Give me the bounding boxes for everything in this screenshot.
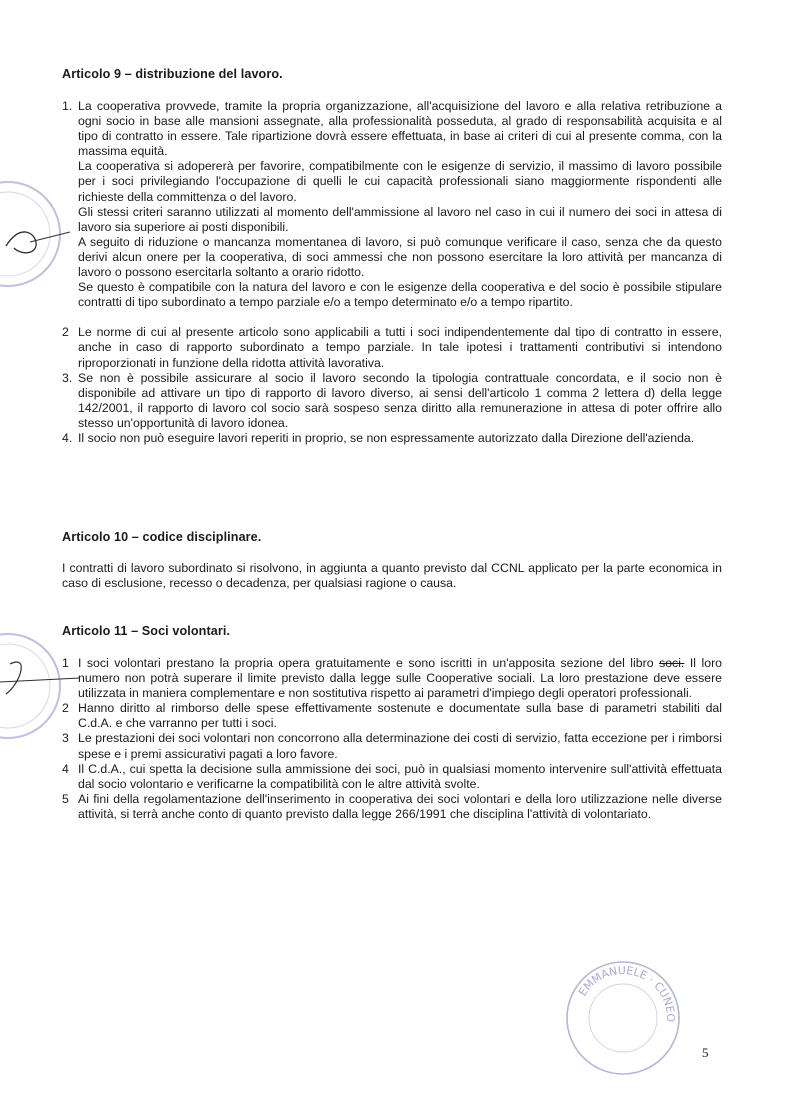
item-number: 1. bbox=[62, 99, 73, 113]
article-11-item-3 bbox=[62, 731, 722, 761]
paragraph: Le prestazioni dei soci volontari non concorrono alla determinazione dei costi di servizio, fatta eccezione per i rimborsi spese e i premi assicurativi pagati a loro favore. bbox=[78, 731, 722, 761]
paragraph: Se questo è compatibile con la natura del lavoro e con le esigenze della cooperativa e del socio è possibile stipulare contratti di tipo subordinato a tempo parziale e/o a tempo determinato e/o a tempo ripartito. bbox=[78, 280, 722, 310]
stamp-circle-icon bbox=[563, 958, 683, 1078]
article-9-item-1 bbox=[62, 99, 722, 310]
article-9-title: Articolo 9 – distribuzione del lavoro. bbox=[62, 67, 283, 81]
text-after: Il loro numero non potrà superare il limite previsto dalla legge sulle Cooperative sociali. La loro prestazione deve essere utilizzata in maniera complementare e non sostitutiva rispetto ai parametri d'impiego degli operatori professionali. bbox=[78, 656, 723, 701]
article-9-item-3 bbox=[62, 371, 722, 431]
paragraph: Se non è possibile assicurare al socio il lavoro secondo la tipologia contrattuale concordata, e il socio non è disponibile ad attivare un tipo di rapporto di lavoro diverso, ai sensi dell'articolo 1 comma 2 lettera d) della legge 142/2001, il rapporto di lavoro col socio sarà sospeso senza diritto alla remunerazione in attesa di poter offrire allo stesso un'opportunità di lavoro idonea. bbox=[78, 370, 722, 430]
stamp-seal-icon bbox=[0, 172, 70, 302]
article-11-item-1 bbox=[62, 656, 722, 701]
item-number: 4. bbox=[62, 430, 73, 445]
article-11-title: Articolo 11 – Soci volontari. bbox=[62, 624, 231, 638]
company-stamp bbox=[563, 958, 683, 1078]
stamp-seal-icon bbox=[0, 624, 85, 754]
text-before: I soci volontari prestano la propria opera gratuitamente e sono iscritti in un'apposita sezione del libro bbox=[78, 656, 654, 670]
item-number: 1 bbox=[62, 656, 69, 670]
paragraph: Le norme di cui al presente articolo sono applicabili a tutti i soci indipendentemente dal tipo di contratto in essere, anche in caso di rapporto subordinato a tempo parziale. In tale ipotesi i trattamenti contributivi si intendono riproporzionati in funzione della ridotta attività lavorativa. bbox=[78, 325, 722, 370]
paragraph: Hanno diritto al rimborso delle spese effettivamente sostenute e documentate sulla base di parametri stabiliti dal C.d.A. e che varranno per tutti i soci. bbox=[78, 701, 722, 731]
paragraph: Il C.d.A., cui spetta la decisione sulla ammissione dei soci, può in qualsiasi momento intervenire sull'attività effettuata dal socio volontario e verificarne la compatibilità con le altre attività svolte. bbox=[78, 761, 722, 791]
struck-text: soci. bbox=[659, 656, 685, 670]
article-10-title: Articolo 10 – codice disciplinare. bbox=[62, 530, 262, 544]
paragraph: La cooperativa si adopererà per favorire, compatibilmente con le esigenze di servizio, il massimo di lavoro possibile per i soci privilegiando l'occupazione di quelli le cui capacità professionali siano maggiormente rispondenti alle richieste della committenza o del lavoro. bbox=[78, 159, 722, 204]
stamp-text: EMMANUELE · CUNEO bbox=[575, 963, 678, 1023]
paragraph: Il socio non può eseguire lavori reperiti in proprio, se non espressamente autorizzato dalla Direzione dell'azienda. bbox=[78, 430, 695, 445]
item-number: 2 bbox=[62, 701, 69, 716]
article-9-list bbox=[62, 99, 722, 446]
paragraph: Ai fini della regolamentazione dell'inserimento in cooperativa dei soci volontari e della loro utilizzazione nelle diverse attività, si terrà anche conto di quanto previsto dalla legge 266/1991 che disciplina l'attività di volontariato. bbox=[78, 791, 722, 821]
item-number: 5 bbox=[62, 791, 69, 806]
item-number: 2 bbox=[62, 325, 69, 340]
item-number: 3 bbox=[62, 731, 69, 746]
article-11-list bbox=[62, 656, 722, 822]
article-9-item-4 bbox=[62, 431, 722, 446]
page-number: 5 bbox=[702, 1045, 709, 1060]
margin-stamp-bottom bbox=[0, 624, 85, 754]
article-11-item-5 bbox=[62, 792, 722, 822]
item-number: 4 bbox=[62, 761, 69, 776]
paragraph: A seguito di riduzione o mancanza momentanea di lavoro, si può comunque verificare il caso, senza che da questo derivi alcun onere per la cooperativa, di soci ammessi che non possono esercitare la loro attività per mancanza di lavoro o possono esercitarla soltanto a orario ridotto. bbox=[78, 234, 722, 280]
article-11-item-2 bbox=[62, 701, 722, 731]
item-number: 3. bbox=[62, 370, 73, 385]
paragraph: Gli stessi criteri saranno utilizzati al momento dell'ammissione al lavoro nel caso in cui il numero dei soci in attesa di lavoro sia superiore ai posti disponibili. bbox=[78, 204, 722, 234]
paragraph bbox=[78, 656, 722, 701]
article-10-text: I contratti di lavoro subordinato si risolvono, in aggiunta a quanto previsto dal CCNL applicato per la parte economica in caso di esclusione, recesso o decadenza, per qualsiasi ragione o causa. bbox=[62, 561, 722, 591]
paragraph: La cooperativa provvede, tramite la propria organizzazione, all'acquisizione del lavoro e alla relativa retribuzione a ogni socio in base alle mansioni assegnate, alla professionalità posseduta, al grado di responsabilità acquisita e al tipo di contratto in essere. Tale ripartizione dovrà essere effettuata, in base ai criteri di cui al presente comma, con la massima equità. bbox=[78, 99, 722, 159]
article-11-item-4 bbox=[62, 762, 722, 792]
article-9-item-2 bbox=[62, 325, 722, 370]
margin-stamp-top bbox=[0, 172, 70, 302]
